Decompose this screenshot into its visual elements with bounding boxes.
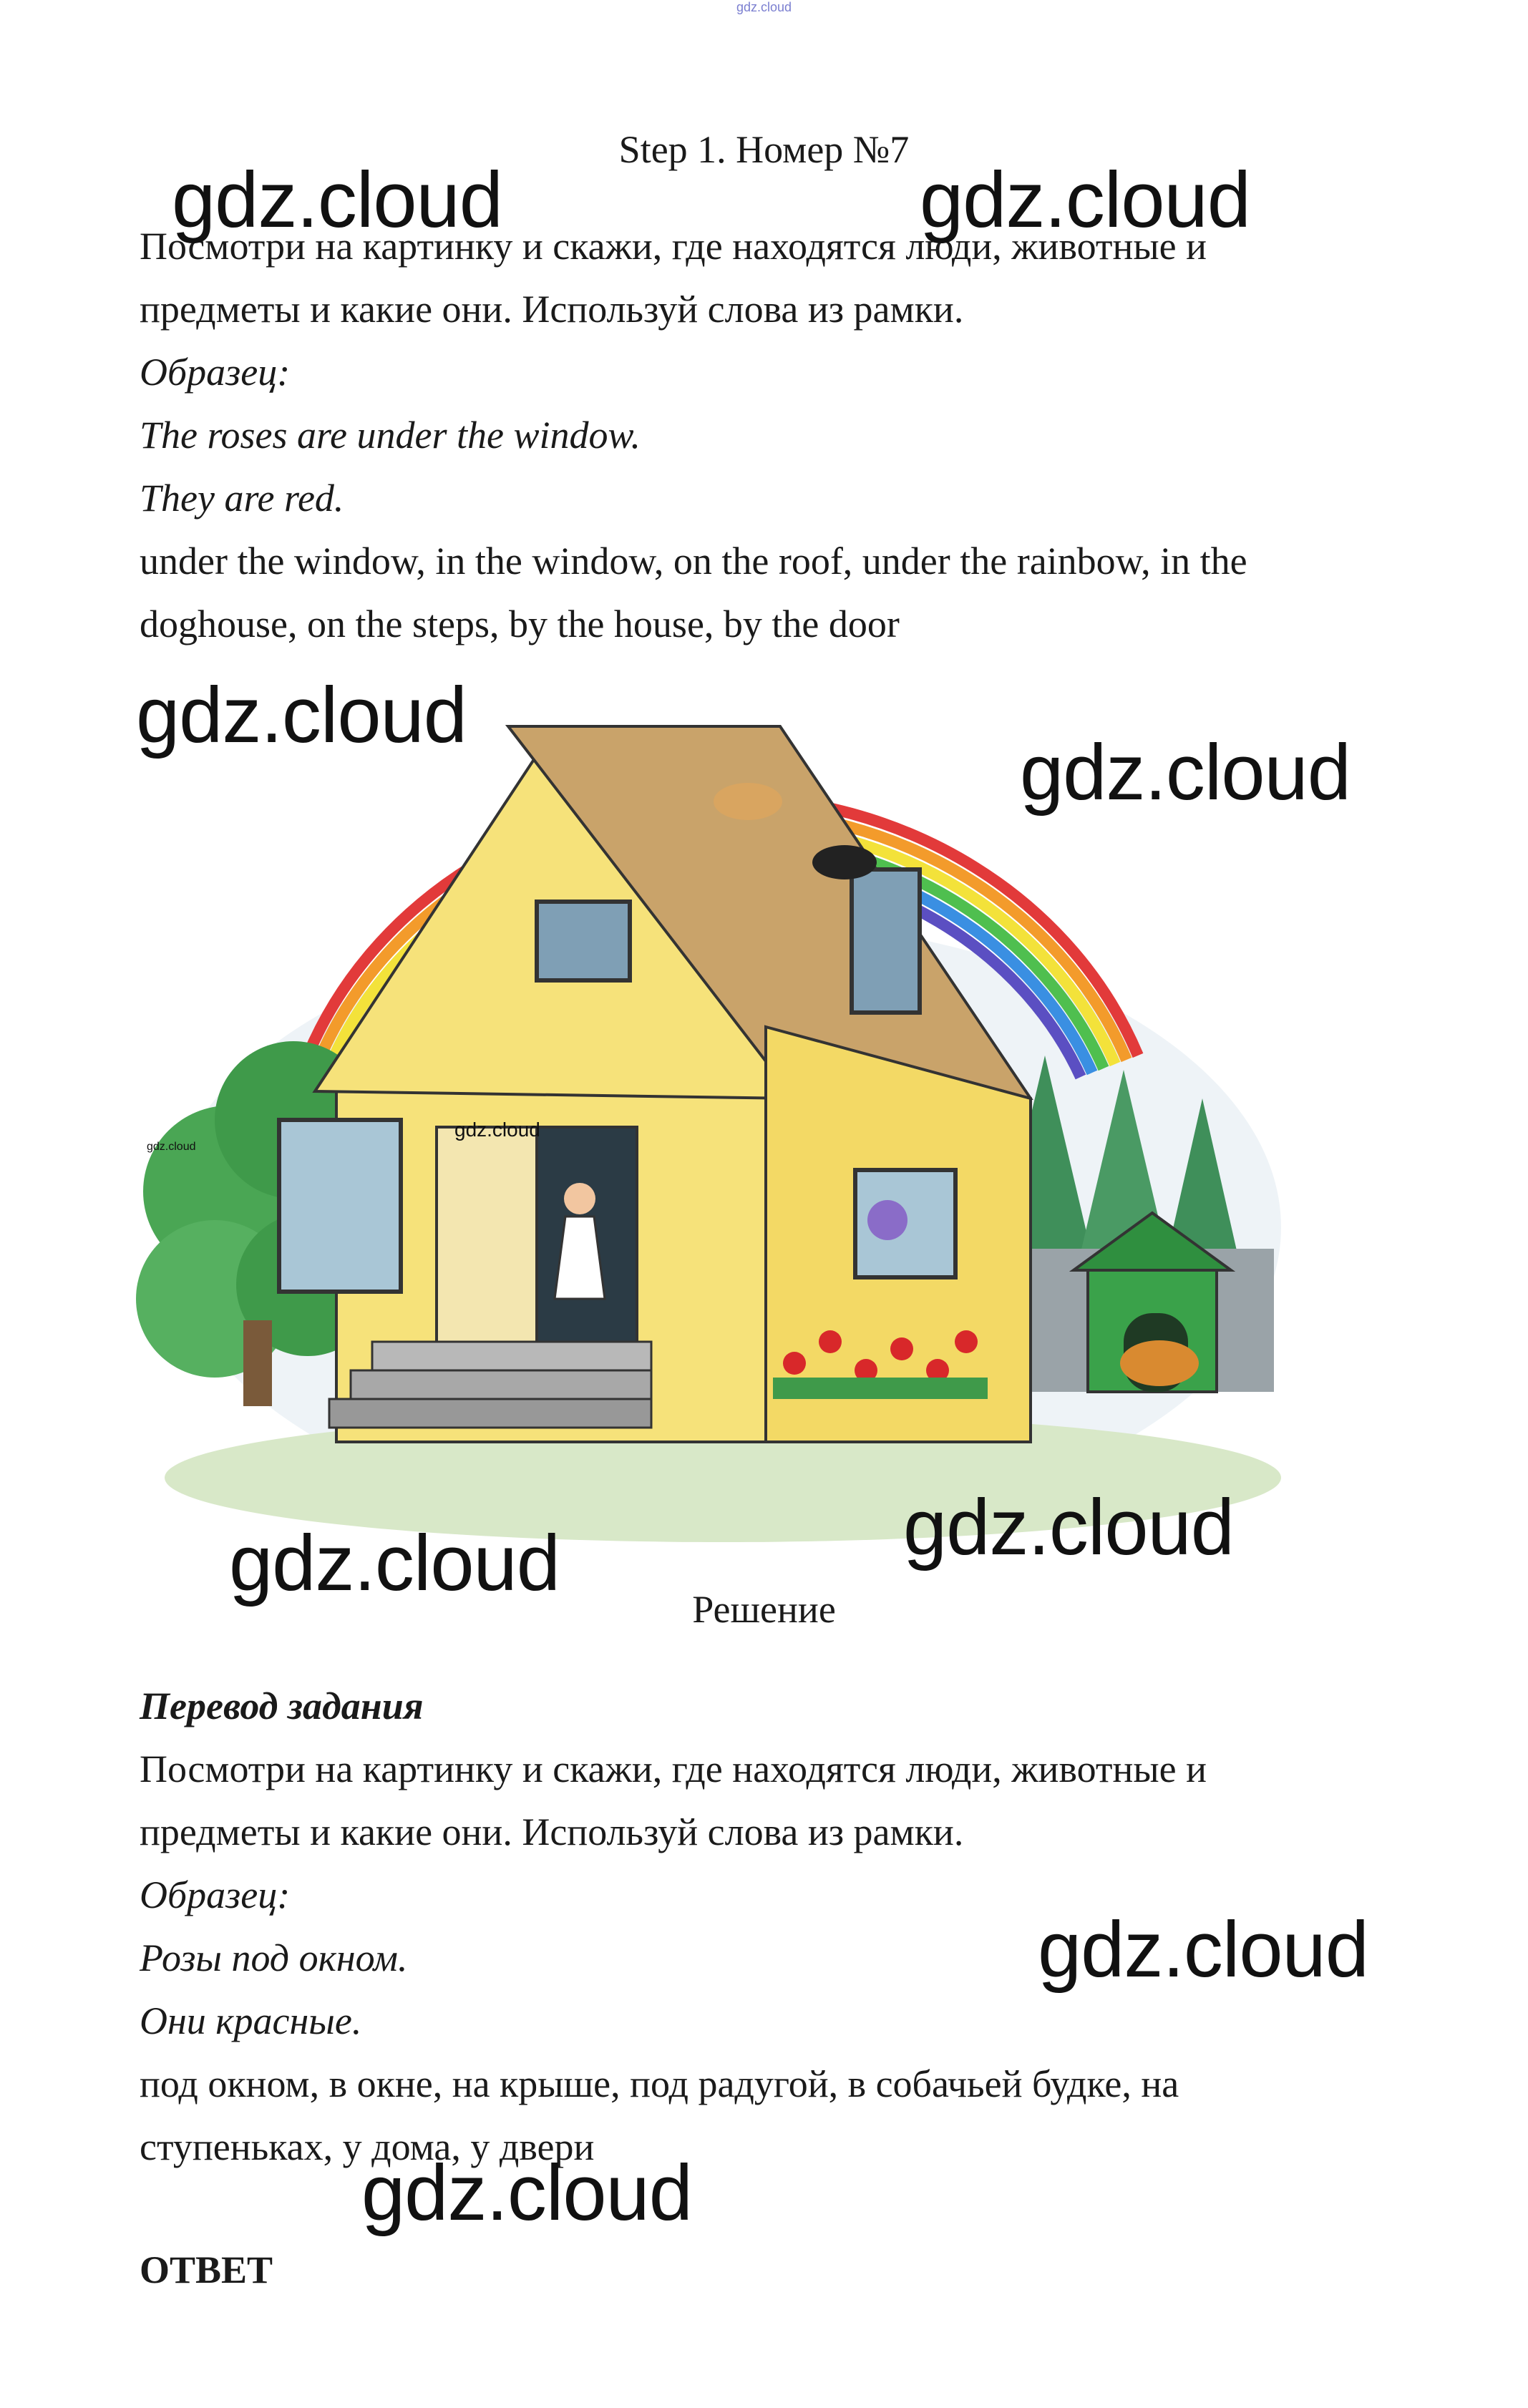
answer-label: ОТВЕТ (140, 2248, 273, 2291)
dog (1120, 1340, 1199, 1386)
watermark: gdz.cloud (903, 1483, 1234, 1571)
dormer-window (852, 869, 920, 1013)
girl (564, 1183, 595, 1214)
watermark: gdz.cloud (172, 156, 502, 244)
black-cat (812, 845, 877, 879)
sample-label: Образец: (140, 351, 291, 394)
top-watermark: gdz.cloud (736, 0, 792, 14)
steps (329, 1342, 651, 1428)
watermark: gdz.cloud (136, 671, 467, 759)
watermark: gdz.cloud (920, 156, 1250, 244)
sample-sentence-2: They are red. (140, 477, 344, 520)
gable-window (537, 902, 630, 980)
solution-label: Решение (692, 1588, 836, 1631)
word-box-line-2: doghouse, on the steps, by the house, by the door (140, 603, 900, 645)
translation-words-1: под окном, в окне, на крыше, под радугой, в собачьей будке, на (140, 2062, 1179, 2105)
translation-title: Перевод задания (140, 1685, 424, 1727)
watermark: gdz.cloud (361, 2149, 692, 2237)
watermark: gdz.cloud (1020, 728, 1351, 817)
watermark-small: gdz.cloud (454, 1118, 540, 1141)
front-door (437, 1127, 537, 1363)
translation-words-2: ступеньках, у дома, у двери (140, 2125, 595, 2168)
translation-line-2: предметы и какие они. Используй слова из рамки. (140, 1810, 964, 1853)
watermark: gdz.cloud (229, 1519, 560, 1607)
translation-sample-2: Они красные. (140, 1999, 362, 2042)
task-line-2: предметы и какие они. Используй слова из рамки. (140, 288, 964, 331)
watermark: gdz.cloud (1038, 1906, 1368, 1994)
watermark-tiny: gdz.cloud (147, 1141, 196, 1153)
translation-line-1: Посмотри на картинку и скажи, где находятся люди, животные и (140, 1747, 1207, 1790)
sample-sentence-1: The roses are under the window. (140, 414, 641, 457)
left-window (279, 1120, 401, 1292)
word-box-line-1: under the window, in the window, on the roof, under the rainbow, in the (140, 540, 1247, 582)
translation-sample-label: Образец: (140, 1873, 291, 1916)
ginger-cat (714, 783, 782, 820)
translation-sample-1: Розы под окном. (140, 1936, 408, 1979)
page-title: Step 1. Номер №7 (618, 128, 910, 171)
task-line-1: Посмотри на картинку и скажи, где находятся люди, животные и (140, 225, 1207, 268)
